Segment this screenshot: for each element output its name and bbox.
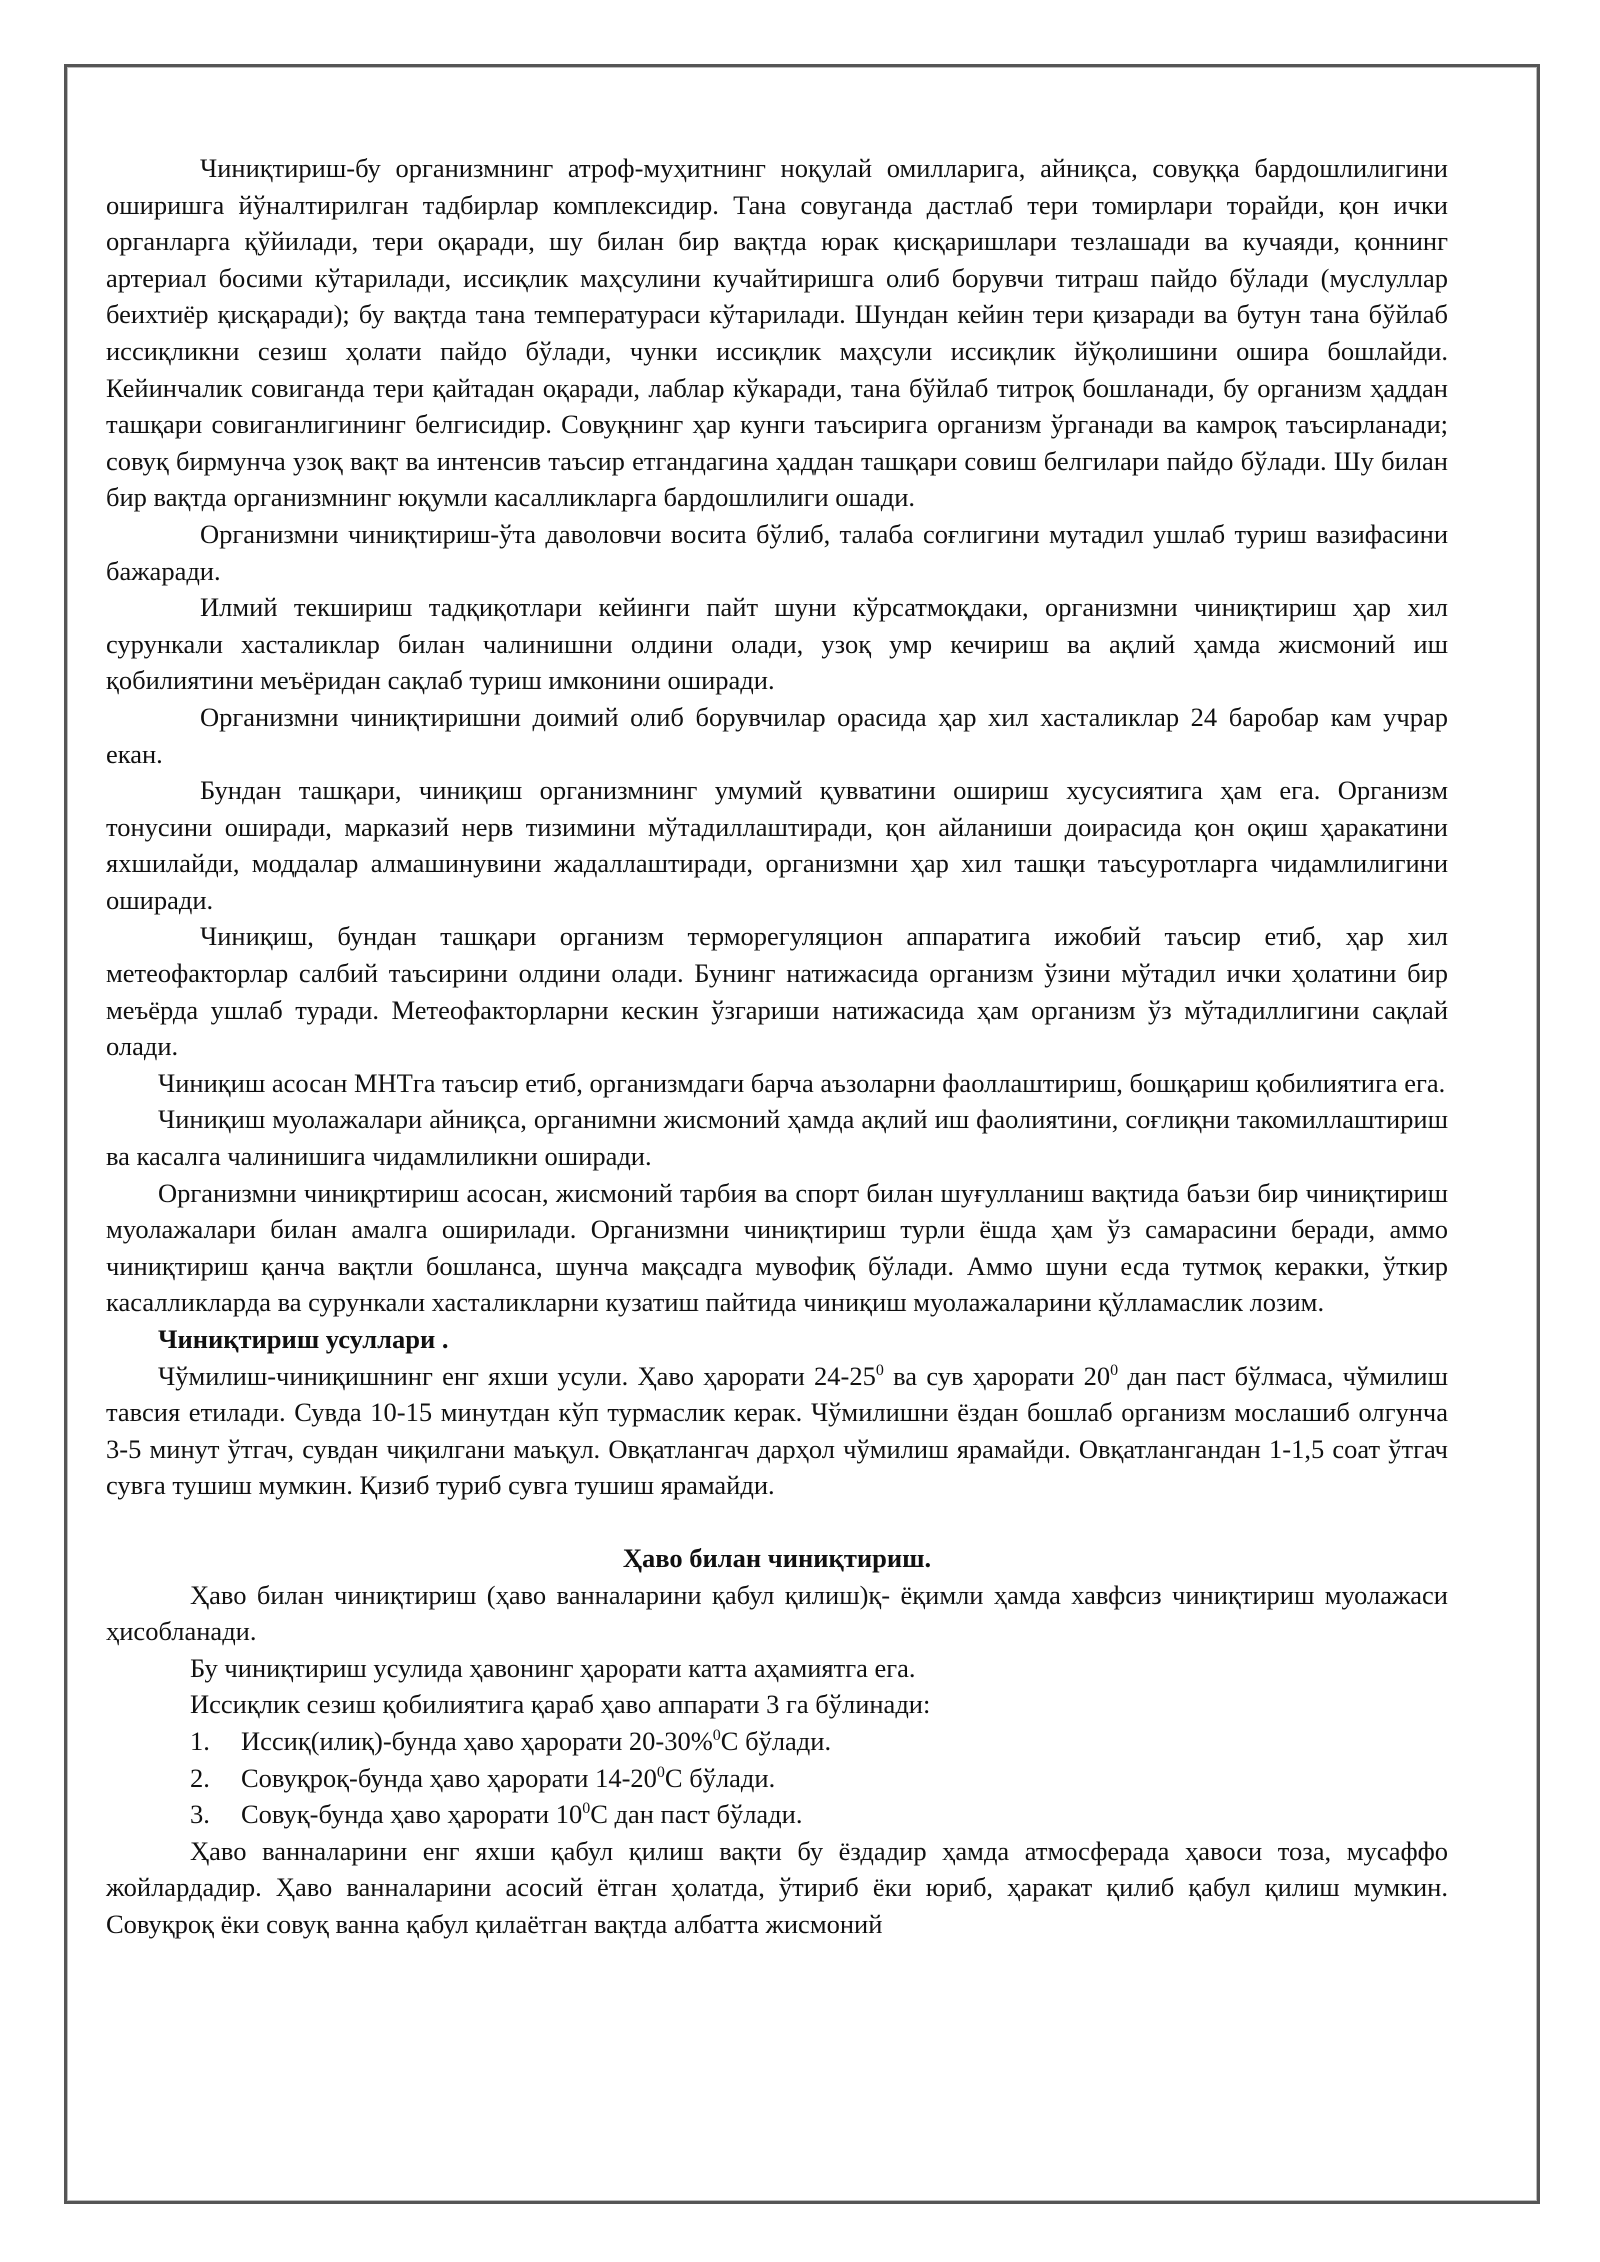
list-item-text: Иссиқ(илиқ)-бунда ҳаво ҳарорати 20-30%: [241, 1725, 713, 1756]
list-item: [106, 1796, 1448, 1833]
paragraph: Организмни чиниқртириш асосан, жисмоний тарбия ва спорт билан шуғулланиш вақтида баъзи бир чиниқтириш муолажалари билан амалга оширилади. Организмни чиниқтириш турли ёшда ҳам ўз самарасини беради, аммо чиниқтириш қанча вақтли бошланса, шунча мақсадга мувофиқ бўлади. Аммо шуни есда тутмоқ керакки, ўткир касалликларда ва сурункали хасталикларни кузатиш пайтида чиниқиш муолажаларини қўлламаслик лозим.: [106, 1177, 1448, 1318]
list-item-text: Совуқ-бунда ҳаво ҳарорати 10: [241, 1799, 583, 1830]
list-item-text: С дан паст бўлади.: [590, 1799, 803, 1830]
spacer: [106, 1504, 1448, 1540]
list-number: 1.: [190, 1725, 210, 1756]
paragraph: [106, 1358, 1448, 1504]
list-item: [106, 1723, 1448, 1760]
section-heading: Чиниқтириш усуллари .: [158, 1324, 449, 1354]
paragraph: Бундан ташқари, чиниқиш организмнинг умумий қувватини ошириш хусусиятига ҳам ега. Организм тонусини оширади, марказий нерв тизимини мўтадиллаштиради, қон айланиши доирасида қон оқиш ҳаракатини яхшилайди, моддалар алмашинувини жадаллаштиради, организмни ҳар хил ташқи таъсуротларга чидамлилигини оширади.: [106, 775, 1448, 915]
paragraph: Организмни чиниқтириш-ўта даволовчи восита бўлиб, талаба соғлигини мутадил ушлаб туриш вазифасини бажаради.: [106, 518, 1448, 586]
paragraph: Бу чиниқтириш усулида ҳавонинг ҳарорати катта аҳамиятга ега.: [190, 1652, 916, 1683]
degree-superscript: 0: [1110, 1361, 1119, 1379]
paragraph-text: Чўмилиш-чиниқишнинг енг яхши усули. Ҳаво ҳарорати 24-25: [158, 1360, 876, 1391]
degree-superscript: 0: [656, 1763, 665, 1781]
paragraph: Чиниқиш, бундан ташқари организм терморегуляцион аппаратига ижобий таъсир етиб, ҳар хил метеофакторлар салбий таъсирини олдини олади. Бунинг натижасида организм ўзини мўтадил ички ҳолатини бир меъёрда ушлаб туради. Метеофакторларни кескин ўзгариши натижасида ҳам организм ўз мўтадиллигини сақлай олади.: [106, 921, 1448, 1062]
list-item-text: Совуқроқ-бунда ҳаво ҳарорати 14-20: [241, 1762, 657, 1793]
degree-superscript: 0: [582, 1800, 591, 1818]
paragraph-text: ва сув ҳарорати 20: [883, 1360, 1111, 1391]
document-body: [106, 150, 1448, 1943]
degree-superscript: 0: [712, 1726, 721, 1744]
paragraph: Организмни чиниқтиришни доимий олиб борувчилар орасида ҳар хил хасталиклар 24 баробар кам учрар екан.: [106, 701, 1448, 769]
degree-superscript: 0: [875, 1361, 884, 1379]
paragraph: Чиниқтириш-бу организмнинг атроф-муҳитнинг ноқулай омилларига, айниқса, совуққа бардошлилигини оширишга йўналтирилган тадбирлар комплексидир. Тана совуганда дастлаб тери томирлари торайди, қон ички органларга қўйилади, тери оқаради, шу билан бир вақтда юрак қисқаришлари тезлашади ва кучаяди, қоннинг артериал босими кўтарилади, иссиқлик маҳсулини кучайтиришга олиб борувчи титраш пайдо бўлади (муслуллар беихтиёр қисқаради); бу вақтда тана температураси кўтарилади. Шундан кейин тери қизаради ва бутун тана бўйлаб иссиқликни сезиш ҳолати пайдо бўлади, чунки иссиқлик маҳсули иссиқлик йўқолишини ошира бошлайди. Кейинчалик совиганда тери қайтадан оқаради, лаблар кўкаради, тана бўйлаб титроқ бошланади, бу организм ҳаддан ташқари совиганлигининг белгисидир. Совуқнинг ҳар кунги таъсирига организм ўрганади ва камроқ таъсирланади; совуқ бирмунча узоқ вақт ва интенсив таъсир етгандагина ҳаддан ташқари совиш белгилари пайдо бўлади. Шу билан бир вақтда организмнинг юқумли касалликларга бардошлилиги ошади.: [106, 153, 1448, 513]
section-heading: Ҳаво билан чиниқтириш.: [622, 1542, 932, 1573]
list-number: 2.: [190, 1762, 210, 1793]
paragraph: Ҳаво ванналарини енг яхши қабул қилиш вақти бу ёздадир ҳамда атмосферада ҳавоси тоза, мусаффо жойлардадир. Ҳаво ванналарини асосий ётган ҳолатда, ўтириб ёки юриб, ҳаракат қилиб қабул қилиш мумкин. Совуқроқ ёки совуқ ванна қабул қилаётган вақтда албатта жисмоний: [106, 1835, 1448, 1939]
paragraph: Илмий текшириш тадқиқотлари кейинги пайт шуни кўрсатмоқдаки, организмни чиниқтириш ҳар хил сурункали хасталиклар билан чалинишни олдини олади, узоқ умр кечириш ва ақлий ҳамда жисмоний иш қобилиятини меъёридан сақлаб туриш имконини оширади.: [106, 592, 1448, 696]
list-item-text: С бўлади.: [720, 1725, 832, 1756]
list-item: [106, 1760, 1448, 1797]
paragraph: Ҳаво билан чиниқтириш (ҳаво ванналарини қабул қилиш)қ- ёқимли ҳамда хавфсиз чиниқтириш муолажаси ҳисобланади.: [106, 1579, 1448, 1647]
paragraph: Чиниқиш муолажалари айниқса, органимни жисмоний ҳамда ақлий иш фаолиятини, соғлиқни такомиллаштириш ва касалга чалинишига чидамлиликни оширади.: [106, 1104, 1448, 1172]
paragraph-text: дан паст бўлмаса, чўмилиш тавсия етилади. Сувда 10-15 минутдан кўп турмаслик керак. Чўмилишни ёздан бошлаб организм мослашиб олгунча 3-5 минут ўтгач, сувдан чиқилгани маъқул. Овқатлангач дарҳол чўмилиш ярамайди. Овқатлангандан 1-1,5 соат ўтгач сувга тушиш мумкин. Қизиб туриб сувга тушиш ярамайди.: [106, 1360, 1448, 1501]
list-item-text: С бўлади.: [664, 1762, 776, 1793]
list-number: 3.: [190, 1799, 210, 1830]
numbered-list: [106, 1723, 1448, 1833]
paragraph: Иссиқлик сезиш қобилиятига қараб ҳаво аппарати 3 га бўлинади:: [190, 1689, 931, 1720]
paragraph: Чиниқиш асосан МНТга таъсир етиб, организмдаги барча аъзоларни фаоллаштириш, бошқариш қобилиятига ега.: [158, 1067, 1446, 1098]
